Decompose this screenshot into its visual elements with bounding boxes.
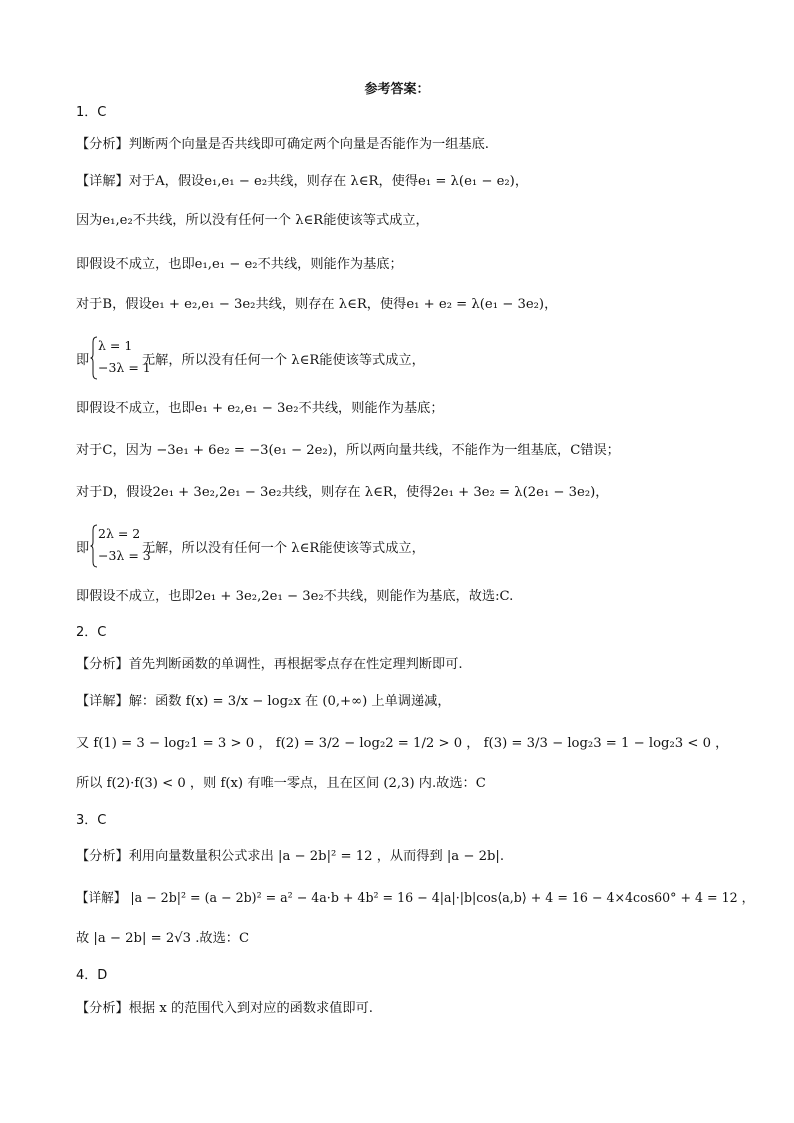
q1-system-b-eq2: −3λ = 1 <box>98 360 151 375</box>
brace-icon <box>90 524 98 568</box>
q1-system-b-rest: 无解，所以没有任何一个 λ∈R能使该等式成立， <box>142 353 425 368</box>
q1-detail-c: 对于C，因为 −3e₁ + 6e₂ = −3(e₁ − 2e₂)，所以两向量共线，不能作为一组基底，C错误； <box>76 443 620 458</box>
q2-detail-2: 又 f(1) = 3 − log₂1 = 3 > 0 ， f(2) = 3/2 − log₂2 = 1/2 > 0 ， f(3) = 3/3 − log₂3 = 1 − log₂3 < 0 ， <box>76 736 729 751</box>
q1-conclusion: 即假设不成立，也即2e₁ + 3e₂,2e₁ − 3e₂不共线，则能作为基底，故选:C. <box>76 589 514 604</box>
q1-line-3: 即假设不成立，也即e₁,e₁ − e₂不共线，则能作为基底； <box>76 257 403 272</box>
q1-analysis: 【分析】判断两个向量是否共线即可确定两个向量是否能作为一组基底. <box>76 137 490 152</box>
q1-detail-d: 对于D，假设2e₁ + 3e₂,2e₁ − 3e₂共线，则存在 λ∈R，使得2e₁ + 3e₂ = λ(2e₁ − 3e₂)， <box>76 485 609 500</box>
q3-number: 3．C <box>76 813 107 828</box>
q1-system-b-eq1: λ = 1 <box>98 338 133 353</box>
q1-detail-b: 对于B，假设e₁ + e₂,e₁ − 3e₂共线，则存在 λ∈R，使得e₁ + e₂ = λ(e₁ − 3e₂)， <box>76 297 558 312</box>
q1-detail-a: 【详解】对于A，假设e₁,e₁ − e₂共线，则存在 λ∈R，使得e₁ = λ(e₁ − e₂)， <box>76 174 529 189</box>
q1-system-d-eq2: −3λ = 3 <box>98 548 151 563</box>
brace-icon <box>90 336 98 380</box>
q2-detail-1: 【详解】解：函数 f(x) = 3/x − log₂x 在 (0,+∞) 上单调递减， <box>76 694 451 709</box>
q3-detail-2: 故 |a − 2b| = 2√3 .故选：C <box>76 931 250 946</box>
q1-number: 1．C <box>76 105 107 120</box>
q4-analysis: 【分析】根据 x 的范围代入到对应的函数求值即可. <box>76 1001 373 1016</box>
q1-system-d-rest: 无解，所以没有任何一个 λ∈R能使该等式成立， <box>142 541 425 556</box>
q1-system-d-lead: 即 <box>76 541 90 556</box>
q1-line-2: 因为e₁,e₂不共线，所以没有任何一个 λ∈R能使该等式成立， <box>76 213 429 228</box>
q1-system-d-eq1: 2λ = 2 <box>98 526 141 541</box>
q1-system-b-lead: 即 <box>76 353 90 368</box>
q4-number: 4．D <box>76 968 108 983</box>
q2-detail-3: 所以 f(2)·f(3) < 0 ，则 f(x) 有唯一零点，且在区间 (2,3) 内.故选：C <box>76 776 486 791</box>
page-title: 参考答案： <box>364 82 430 97</box>
q3-detail-1: 【详解】 |a − 2b|² = (a − 2b)² = a² − 4a·b + 4b² = 16 − 4|a|·|b|cos⟨a,b⟩ + 4 = 16 − 4×4cos60° + 4 = 12 ， <box>76 891 755 906</box>
q2-number: 2．C <box>76 625 107 640</box>
q3-analysis: 【分析】利用向量数量积公式求出 |a − 2b|² = 12 ，从而得到 |a − 2b|. <box>76 849 505 864</box>
q1-line-5: 即假设不成立，也即e₁ + e₂,e₁ − 3e₂不共线，则能作为基底； <box>76 401 444 416</box>
q2-analysis: 【分析】首先判断函数的单调性，再根据零点存在性定理判断即可. <box>76 657 463 672</box>
